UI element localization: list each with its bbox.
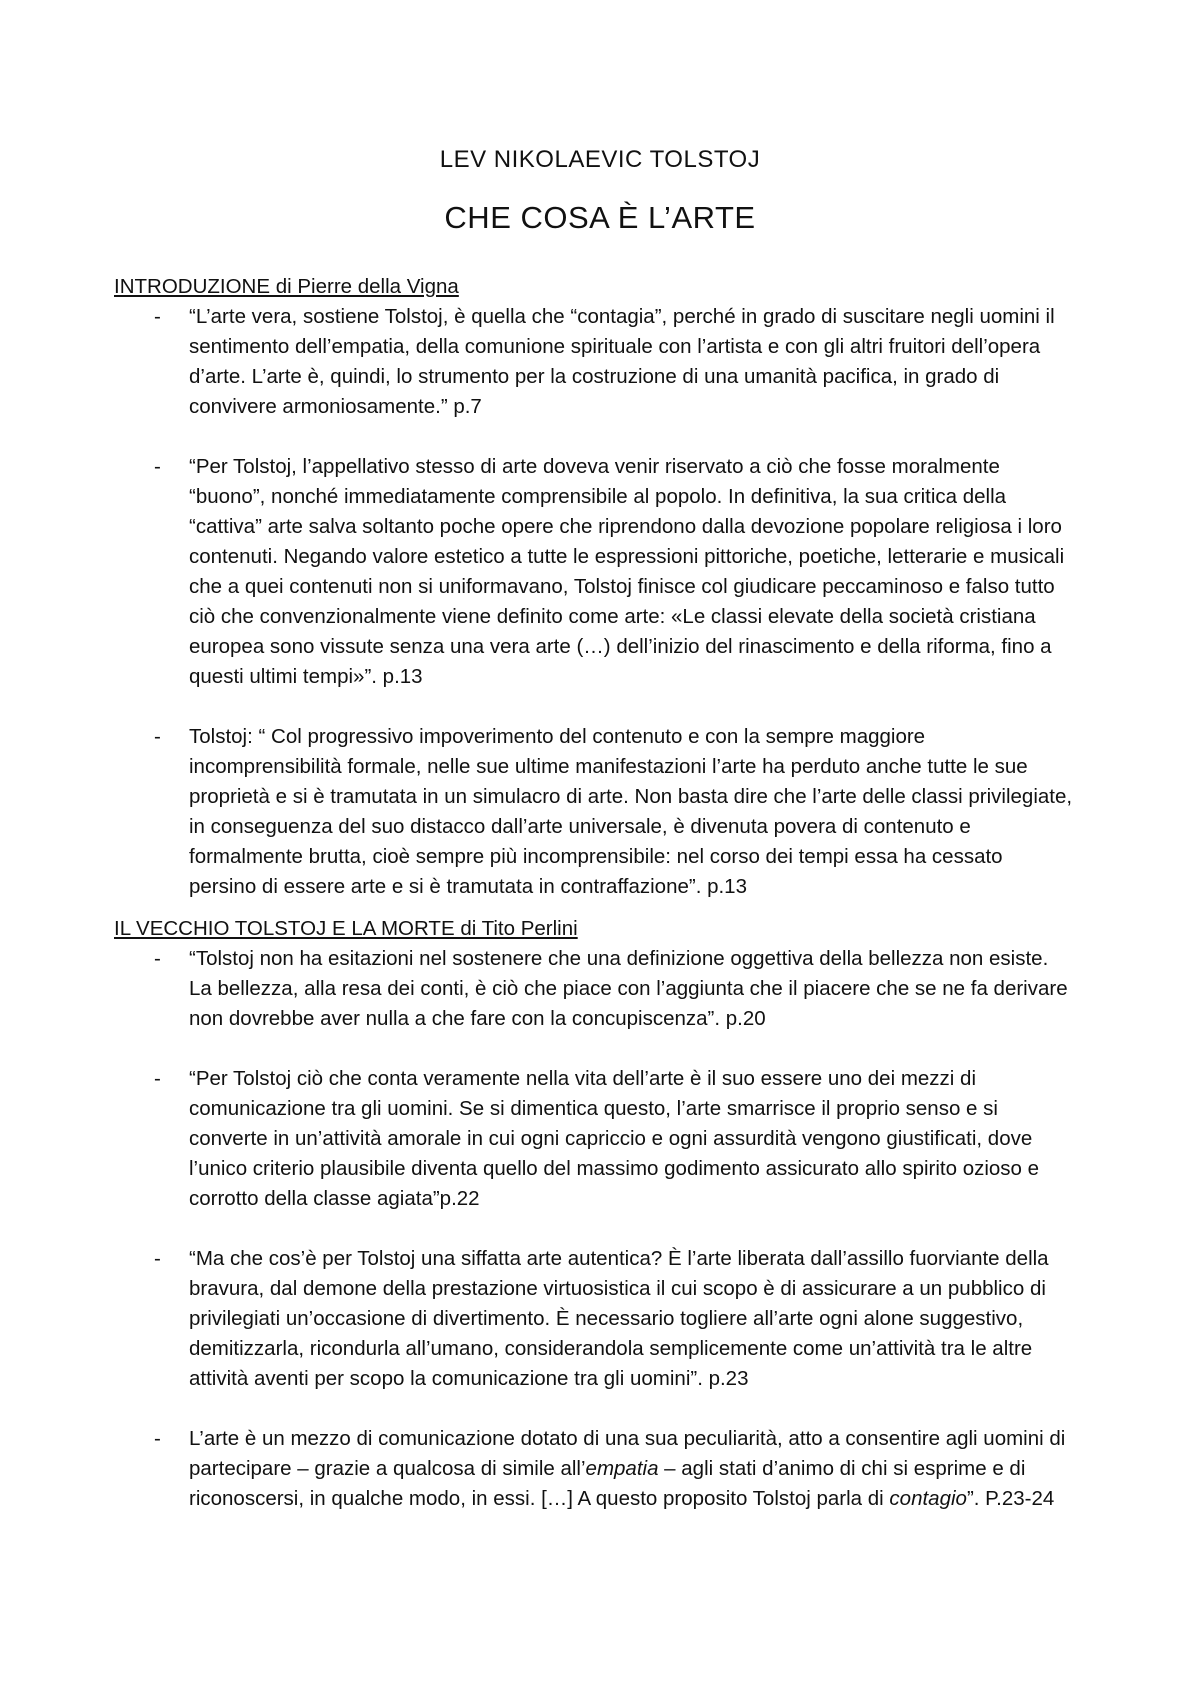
author-heading: LEV NIKOLAEVIC TOLSTOJ (439, 146, 761, 173)
quote-text-part: L’arte è un mezzo di comunicazione dotato di una sua peculiarità, atto a consentire agli uomini di partecipare – grazie a qualcosa di simile all’ (189, 1427, 1066, 1480)
section-heading: IL VECCHIO TOLSTOJ E LA MORTE di Tito Perlini (114, 917, 578, 940)
quote-text: “Tolstoj non ha esitazioni nel sostenere che una definizione oggettiva della bellezza non esiste. La bellezza, alla resa dei conti, è ciò che piace con l’aggiunta che il piacere che se ne fa derivare non dovrebbe aver nulla a che fare con la concupiscenza”. p.20 (189, 947, 1068, 1030)
bullet-dash: - (154, 455, 161, 478)
list-item (114, 722, 1074, 902)
section-vecchio-tolstoj (114, 914, 1074, 1514)
list-item (114, 944, 1074, 1034)
quote-text: “Per Tolstoj ciò che conta veramente nella vita dell’arte è il suo essere uno dei mezzi di comunicazione tra gli uomini. Se si dimentica questo, l’arte smarrisce il proprio senso e si converte in un’attività amorale in cui ogni capriccio e ogni assurdità vengono giustificati, dove l’unico criterio plausibile diventa quello del massimo godimento assicurato allo spirito ozioso e corrotto della classe agiata”p.22 (189, 1067, 1040, 1210)
quote-text: “Per Tolstoj, l’appellativo stesso di arte doveva venir riservato a ciò che fosse moralmente “buono”, nonché immediatamente comprensibile al popolo. In definitiva, la sua critica della “cattiva” arte salva soltanto poche opere che riprendono dalla devozione popolare religiosa i loro contenuti. Negando valore estetico a tutte le espressioni pittoriche, poetiche, letterarie e musicali che a quei contenuti non si uniformavano, Tolstoj finisce col giudicare peccaminoso e falso tutto ciò che convenzionalmente viene definito come arte: «Le classi elevate della società cristiana europea sono vissute senza una vera arte (…) dell’inizio del rinascimento e della riforma, fino a questi ultimi tempi»”. p.13 (189, 455, 1065, 688)
quote-text-part: ”. P.23-24 (966, 1487, 1055, 1510)
document-body (114, 272, 1074, 1514)
document-title: CHE COSA È L’ARTE (444, 200, 756, 235)
bullet-dash: - (154, 947, 161, 970)
list-item (114, 1424, 1074, 1514)
quote-text: “Ma che cos’è per Tolstoj una siffatta arte autentica? È l’arte liberata dall’assillo fuorviante della bravura, dal demone della prestazione virtuosistica il cui scopo è di assicurare a un pubblico di privilegiati un’occasione di divertimento. È necessario togliere all’arte ogni alone suggestivo, demitizzarla, ricondurla all’umano, considerandola semplicemente come un’attività tra le altre attività aventi per scopo la comunicazione tra gli uomini”. p.23 (189, 1247, 1049, 1390)
emphasis-empatia: empatia (585, 1457, 659, 1480)
list-item (114, 1064, 1074, 1214)
bullet-dash: - (154, 1247, 161, 1270)
emphasis-contagio: contagio (889, 1487, 967, 1510)
quote-text-part: – agli stati d’animo di chi si esprime e di riconoscersi, in qualche modo, in essi. […] A questo proposito Tolstoj parla di (189, 1457, 1026, 1510)
section-heading: INTRODUZIONE di Pierre della Vigna (114, 275, 459, 298)
list-item (114, 302, 1074, 422)
list-item (114, 452, 1074, 692)
bullet-dash: - (154, 1067, 161, 1090)
bullet-dash: - (154, 305, 161, 328)
quote-text: Tolstoj: “ Col progressivo impoverimento del contenuto e con la sempre maggiore incomprensibilità formale, nelle sue ultime manifestazioni l’arte ha perduto anche tutte le sue proprietà e si è tramutata in un simulacro di arte. Non basta dire che l’arte delle classi privilegiate, in conseguenza del suo distacco dall’arte universale, è divenuta povera di contenuto e formalmente brutta, cioè sempre più incomprensibile: nel corso dei tempi essa ha cessato persino di essere arte e si è tramutata in contraffazione”. p.13 (189, 725, 1073, 898)
quote-list (114, 944, 1074, 1514)
section-introduzione (114, 272, 1074, 902)
bullet-dash: - (154, 725, 161, 748)
list-item (114, 1244, 1074, 1394)
quote-list (114, 302, 1074, 902)
bullet-dash: - (154, 1427, 161, 1450)
quote-text: “L’arte vera, sostiene Tolstoj, è quella che “contagia”, perché in grado di suscitare negli uomini il sentimento dell’empatia, della comunione spirituale con l’artista e con gli altri fruitori dell’opera d’arte. L’arte è, quindi, lo strumento per la costruzione di una umanità pacifica, in grado di convivere armoniosamente.” p.7 (189, 305, 1055, 418)
